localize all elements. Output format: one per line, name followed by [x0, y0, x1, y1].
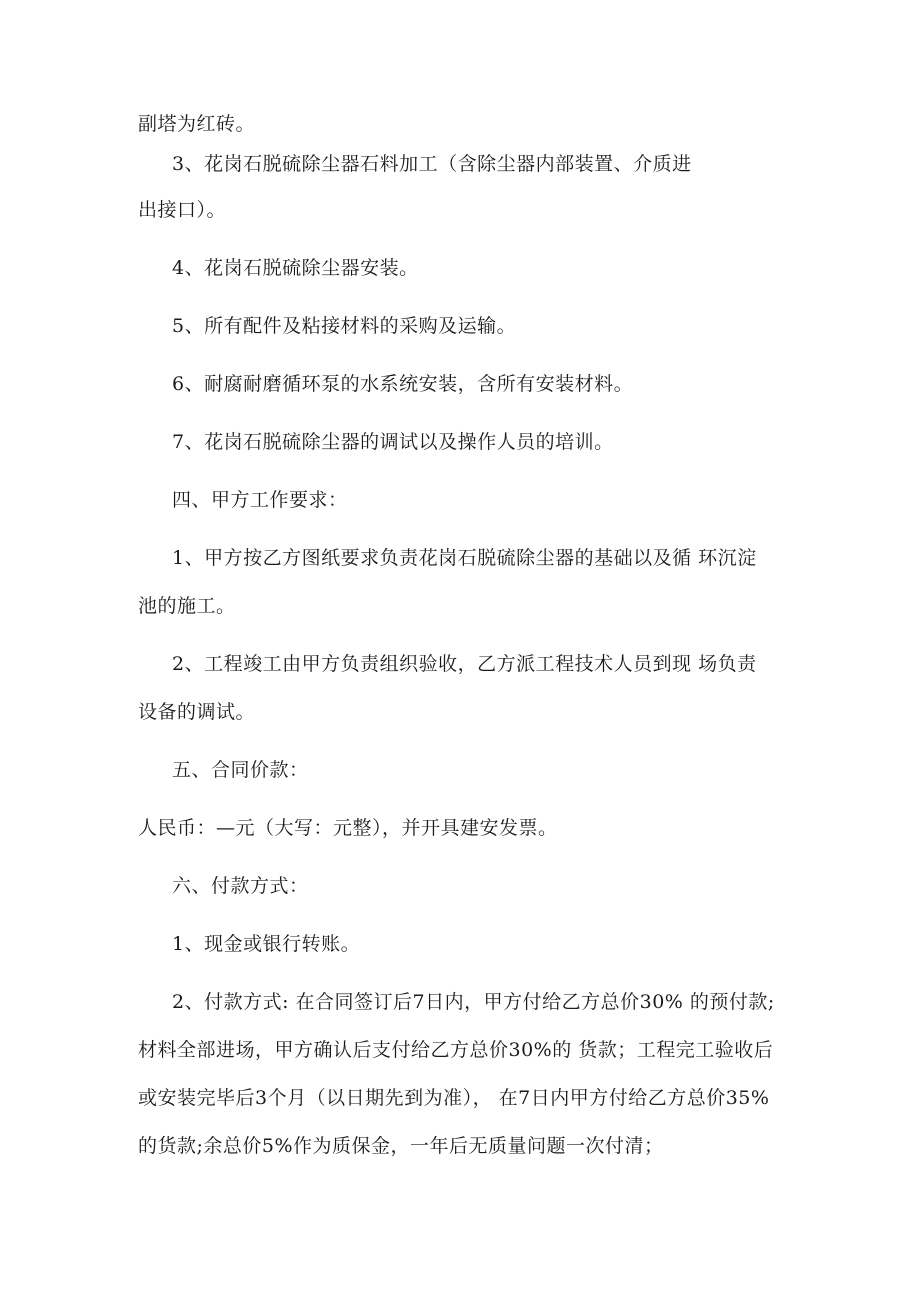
- text-line-payment-item-2-continued-2: 或安装完毕后3个月（以日期先到为准）， 在7日内甲方付给乙方总价35%: [138, 1087, 770, 1109]
- text-line-item-3-processing: 3、花岗石脱硫除尘器石料加工（含除尘器内部装置、介质进: [172, 153, 692, 175]
- text-line-party-a-item-2: 2、工程竣工由甲方负责组织验收，乙方派工程技术人员到现 场负责: [172, 653, 757, 675]
- text-line-party-a-item-1: 1、甲方按乙方图纸要求负责花岗石脱硫除尘器的基础以及循 环沉淀: [172, 547, 757, 569]
- text-line-payment-item-2: 2、付款方式: 在合同签订后7日内，甲方付给乙方总价30% 的预付款;: [172, 991, 775, 1013]
- text-line-party-a-item-1-continued: 池的施工。: [138, 595, 236, 617]
- text-line-subtower-brick: 副塔为红砖。: [138, 113, 256, 135]
- text-line-item-7-commissioning: 7、花岗石脱硫除尘器的调试以及操作人员的培训。: [172, 431, 614, 453]
- text-line-payment-item-2-continued-1: 材料全部进场，甲方确认后支付给乙方总价30%的 货款；工程完工验收后: [138, 1039, 774, 1061]
- text-line-item-6-water-system: 6、耐腐耐磨循环泵的水系统安装，含所有安装材料。: [172, 373, 634, 395]
- text-line-item-4-installation: 4、花岗石脱硫除尘器安装。: [172, 257, 419, 279]
- section-heading-contract-price: 五、合同价款：: [172, 759, 309, 781]
- text-line-party-a-item-2-continued: 设备的调试。: [138, 701, 256, 723]
- text-line-item-3-continued: 出接口）。: [138, 199, 227, 221]
- text-line-price-rmb: 人民币：—元（大写：元整），并开具建安发票。: [138, 817, 558, 839]
- section-heading-payment-method: 六、付款方式：: [172, 875, 309, 897]
- text-line-payment-item-2-continued-3: 的货款;余总价5%作为质保金，一年后无质量问题一次付清；: [138, 1135, 664, 1157]
- text-line-item-5-procurement: 5、所有配件及粘接材料的采购及运输。: [172, 315, 517, 337]
- text-line-payment-item-1: 1、现金或银行转账。: [172, 933, 361, 955]
- section-heading-party-a-requirements: 四、甲方工作要求：: [172, 489, 348, 511]
